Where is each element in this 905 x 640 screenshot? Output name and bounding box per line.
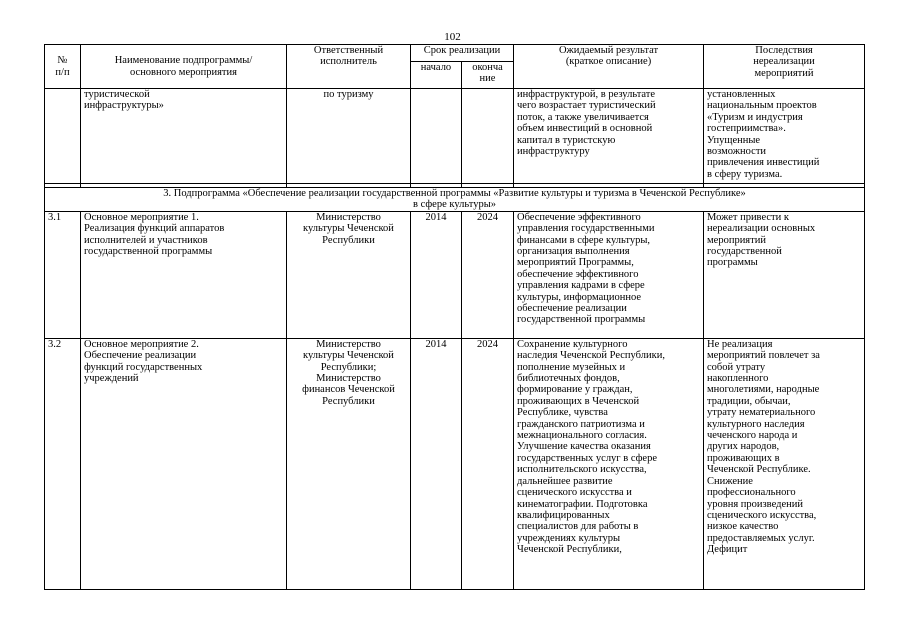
cell-result: Сохранение культурного наследия Чеченской Республики, пополнение музейных и библиотечных фондов, формирование у граждан, проживающих в Чеченской Республике, чувства гражданского патриотизма и межнационального согласия. Улучшение качества оказания государственных услуг в сфере исполнительского искусства, дальнейшее развитие сценического искусства и кинематографии. Подготовка квалифицированных специалистов для работы в учреждениях культуры Чеченской Республики,	[514, 338, 704, 589]
header-consequences: Последствия нереализации мероприятий	[704, 45, 865, 89]
header-number: № п/п	[45, 45, 81, 89]
cell-number: 3.1	[45, 211, 81, 338]
table-row	[45, 338, 865, 589]
header-end: оконча ние	[462, 62, 514, 89]
table-row	[45, 211, 865, 338]
cell-result: инфраструктурой, в результате чего возрастает туристический поток, а также увеличивается объем инвестиций в основной капитал в туристскую инфраструктуру	[514, 89, 704, 184]
header-executor: Ответственный исполнитель	[287, 45, 411, 89]
cell-consequences: установленных национальным проектов «Туризм и индустрия гостеприимства». Упущенные возможности привлечения инвестиций в сферу туризма.	[704, 89, 865, 184]
cell-name: туристической инфраструктуры»	[81, 89, 287, 184]
cell-end	[462, 89, 514, 184]
cell-start	[411, 89, 462, 184]
cell-executor: по туризму	[287, 89, 411, 184]
cell-number: 3.2	[45, 338, 81, 589]
cell-start: 2014	[411, 338, 462, 589]
cell-number	[45, 89, 81, 184]
section-title: 3. Подпрограмма «Обеспечение реализации государственной программы «Развитие культуры и туризма в Чеченской Республике» в сфере культуры»	[45, 188, 865, 212]
cell-name: Основное мероприятие 2. Обеспечение реализации функций государственных учреждений	[81, 338, 287, 589]
cell-end: 2024	[462, 338, 514, 589]
header-period: Срок реализации	[411, 45, 514, 62]
cell-result: Обеспечение эффективного управления государственными финансами в сфере культуры, организация выполнения мероприятий Программы, обеспечение эффективного управления кадрами в сфере культуры, информационное обеспечение реализации государственной программы	[514, 211, 704, 338]
cell-executor: Министерство культуры Чеченской Республики; Министерство финансов Чеченской Республики	[287, 338, 411, 589]
header-start: начало	[411, 62, 462, 89]
cell-start: 2014	[411, 211, 462, 338]
section-row	[45, 188, 865, 212]
header-result: Ожидаемый результат (краткое описание)	[514, 45, 704, 89]
table-row	[45, 89, 865, 184]
cell-consequences: Может привести к нереализации основных мероприятий государственной программы	[704, 211, 865, 338]
header-name: Наименование подпрограммы/ основного мероприятия	[81, 45, 287, 89]
program-table	[44, 44, 865, 590]
cell-consequences: Не реализация мероприятий повлечет за собой утрату накопленного многолетиями, народные традиции, обычаи, утрату нематериального культурного наследия чеченского народа и других народов, проживающих в Чеченской Республике. Снижение профессионального уровня произведений сценического искусства, низкое качество предоставляемых услуг. Дефицит	[704, 338, 865, 589]
cell-end: 2024	[462, 211, 514, 338]
cell-executor: Министерство культуры Чеченской Республики	[287, 211, 411, 338]
cell-name: Основное мероприятие 1. Реализация функций аппаратов исполнителей и участников государственной программы	[81, 211, 287, 338]
page-number: 102	[444, 31, 461, 43]
